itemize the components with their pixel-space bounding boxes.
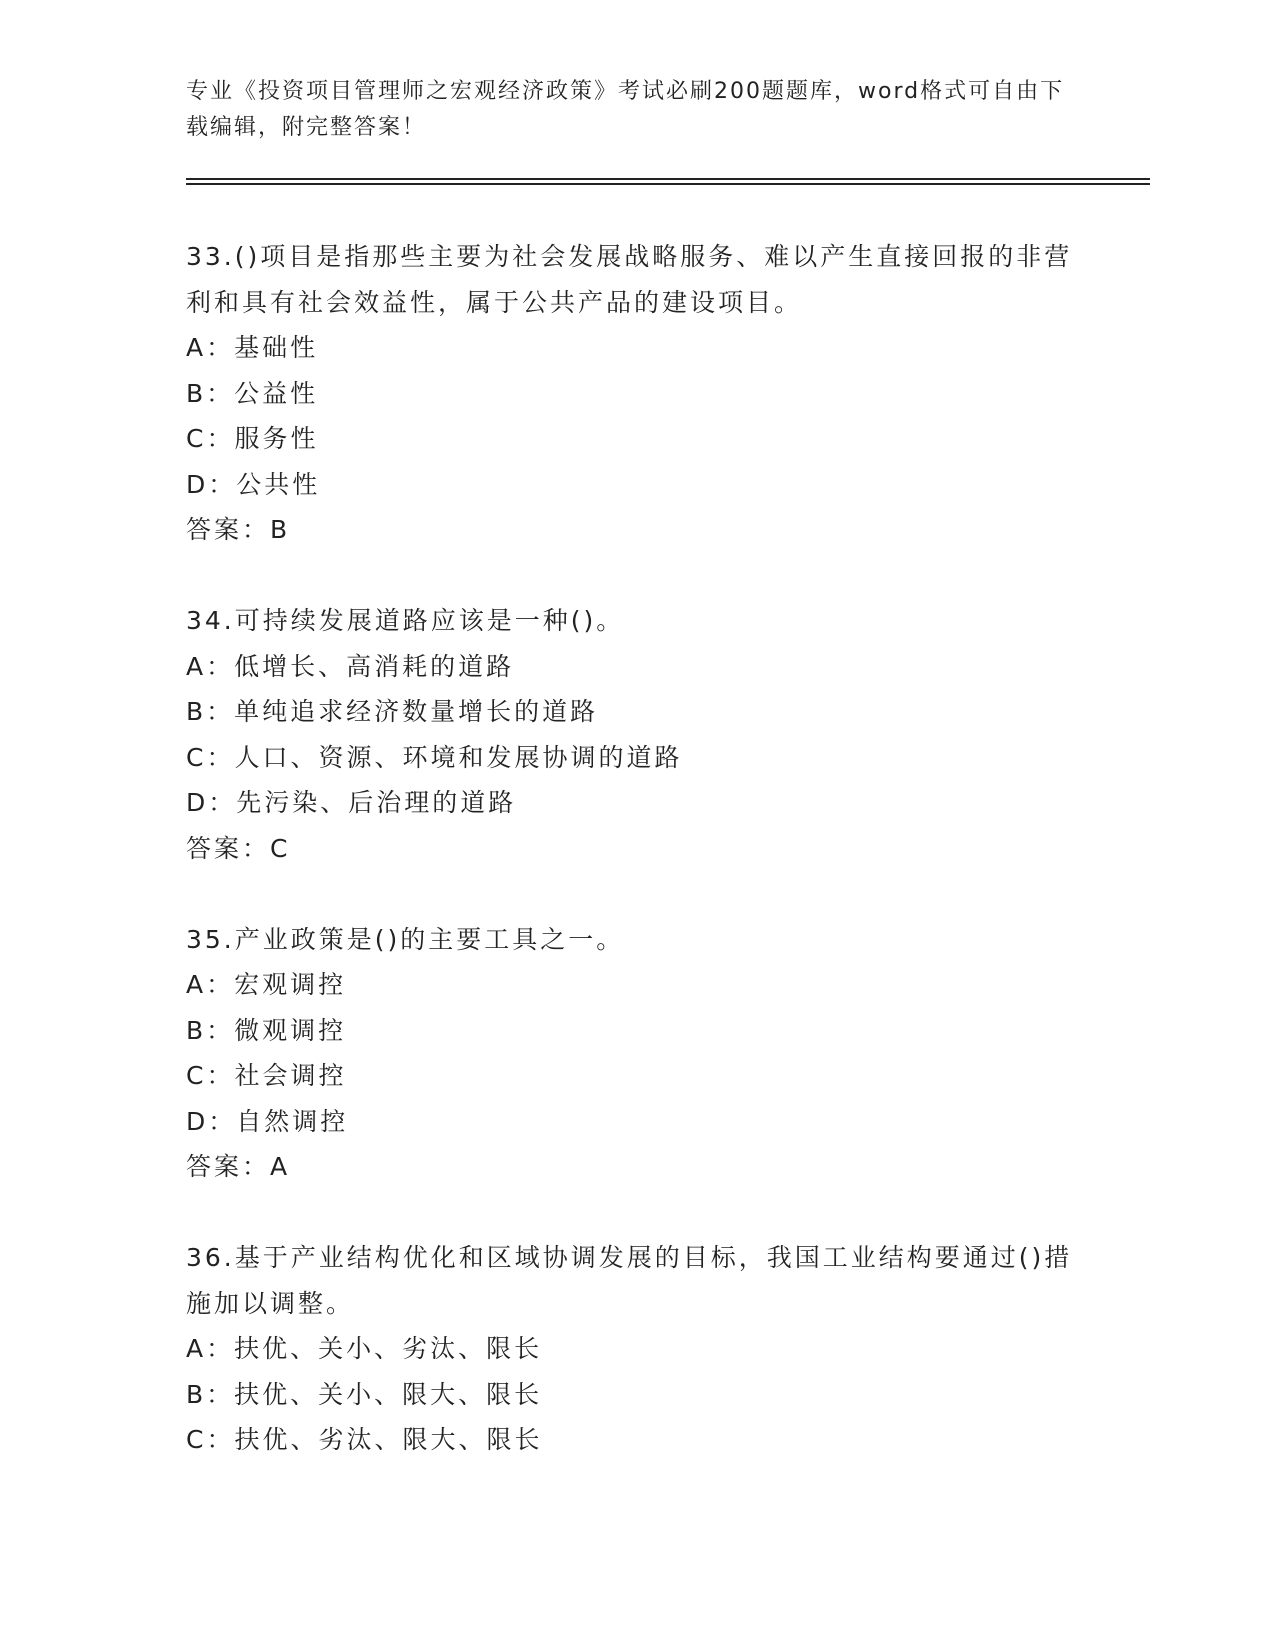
option-a: A：低增长、高消耗的道路 [186, 651, 515, 681]
question-stem: 34.可持续发展道路应该是一种()。 [186, 606, 625, 635]
option-b: B：微观调控 [186, 1015, 347, 1045]
answer: 答案：A [186, 1152, 291, 1181]
option-d: D：公共性 [186, 469, 321, 499]
option-b: B：单纯追求经济数量增长的道路 [186, 697, 599, 726]
question-list [186, 234, 1086, 1508]
question-stem: 35.产业政策是()的主要工具之一。 [186, 924, 625, 954]
question-35 [186, 917, 1086, 1190]
option-b: B：公益性 [186, 378, 319, 408]
answer: 答案：C [186, 833, 291, 863]
option-d: D：先污染、后治理的道路 [186, 788, 517, 817]
option-c: C：社会调控 [186, 1061, 347, 1090]
header-rule-top [186, 178, 1150, 180]
option-c: C：人口、资源、环境和发展协调的道路 [186, 742, 683, 772]
option-a: A：扶优、关小、劣汰、限长 [186, 1334, 543, 1363]
option-c: C：扶优、劣汰、限大、限长 [186, 1425, 543, 1454]
option-d: D：自然调控 [186, 1106, 349, 1136]
option-c: C：服务性 [186, 424, 319, 453]
question-34 [186, 598, 1086, 871]
option-a: A：宏观调控 [186, 970, 347, 999]
option-b: B：扶优、关小、限大、限长 [186, 1379, 543, 1409]
question-stem: 36.基于产业结构优化和区域协调发展的目标，我国工业结构要通过()措施加以调整。 [186, 1243, 1073, 1318]
option-a: A：基础性 [186, 333, 319, 362]
question-33 [186, 234, 1086, 553]
question-36 [186, 1235, 1086, 1463]
header-rule-bottom [186, 183, 1150, 185]
answer: 答案：B [186, 515, 291, 544]
document-header: 专业《投资项目管理师之宏观经济政策》考试必刷200题题库，word格式可自由下载编辑，附完整答案！ [186, 79, 1065, 140]
question-stem: 33.()项目是指那些主要为社会发展战略服务、难以产生直接回报的非营利和具有社会效益性，属于公共产品的建设项目。 [186, 242, 1073, 317]
